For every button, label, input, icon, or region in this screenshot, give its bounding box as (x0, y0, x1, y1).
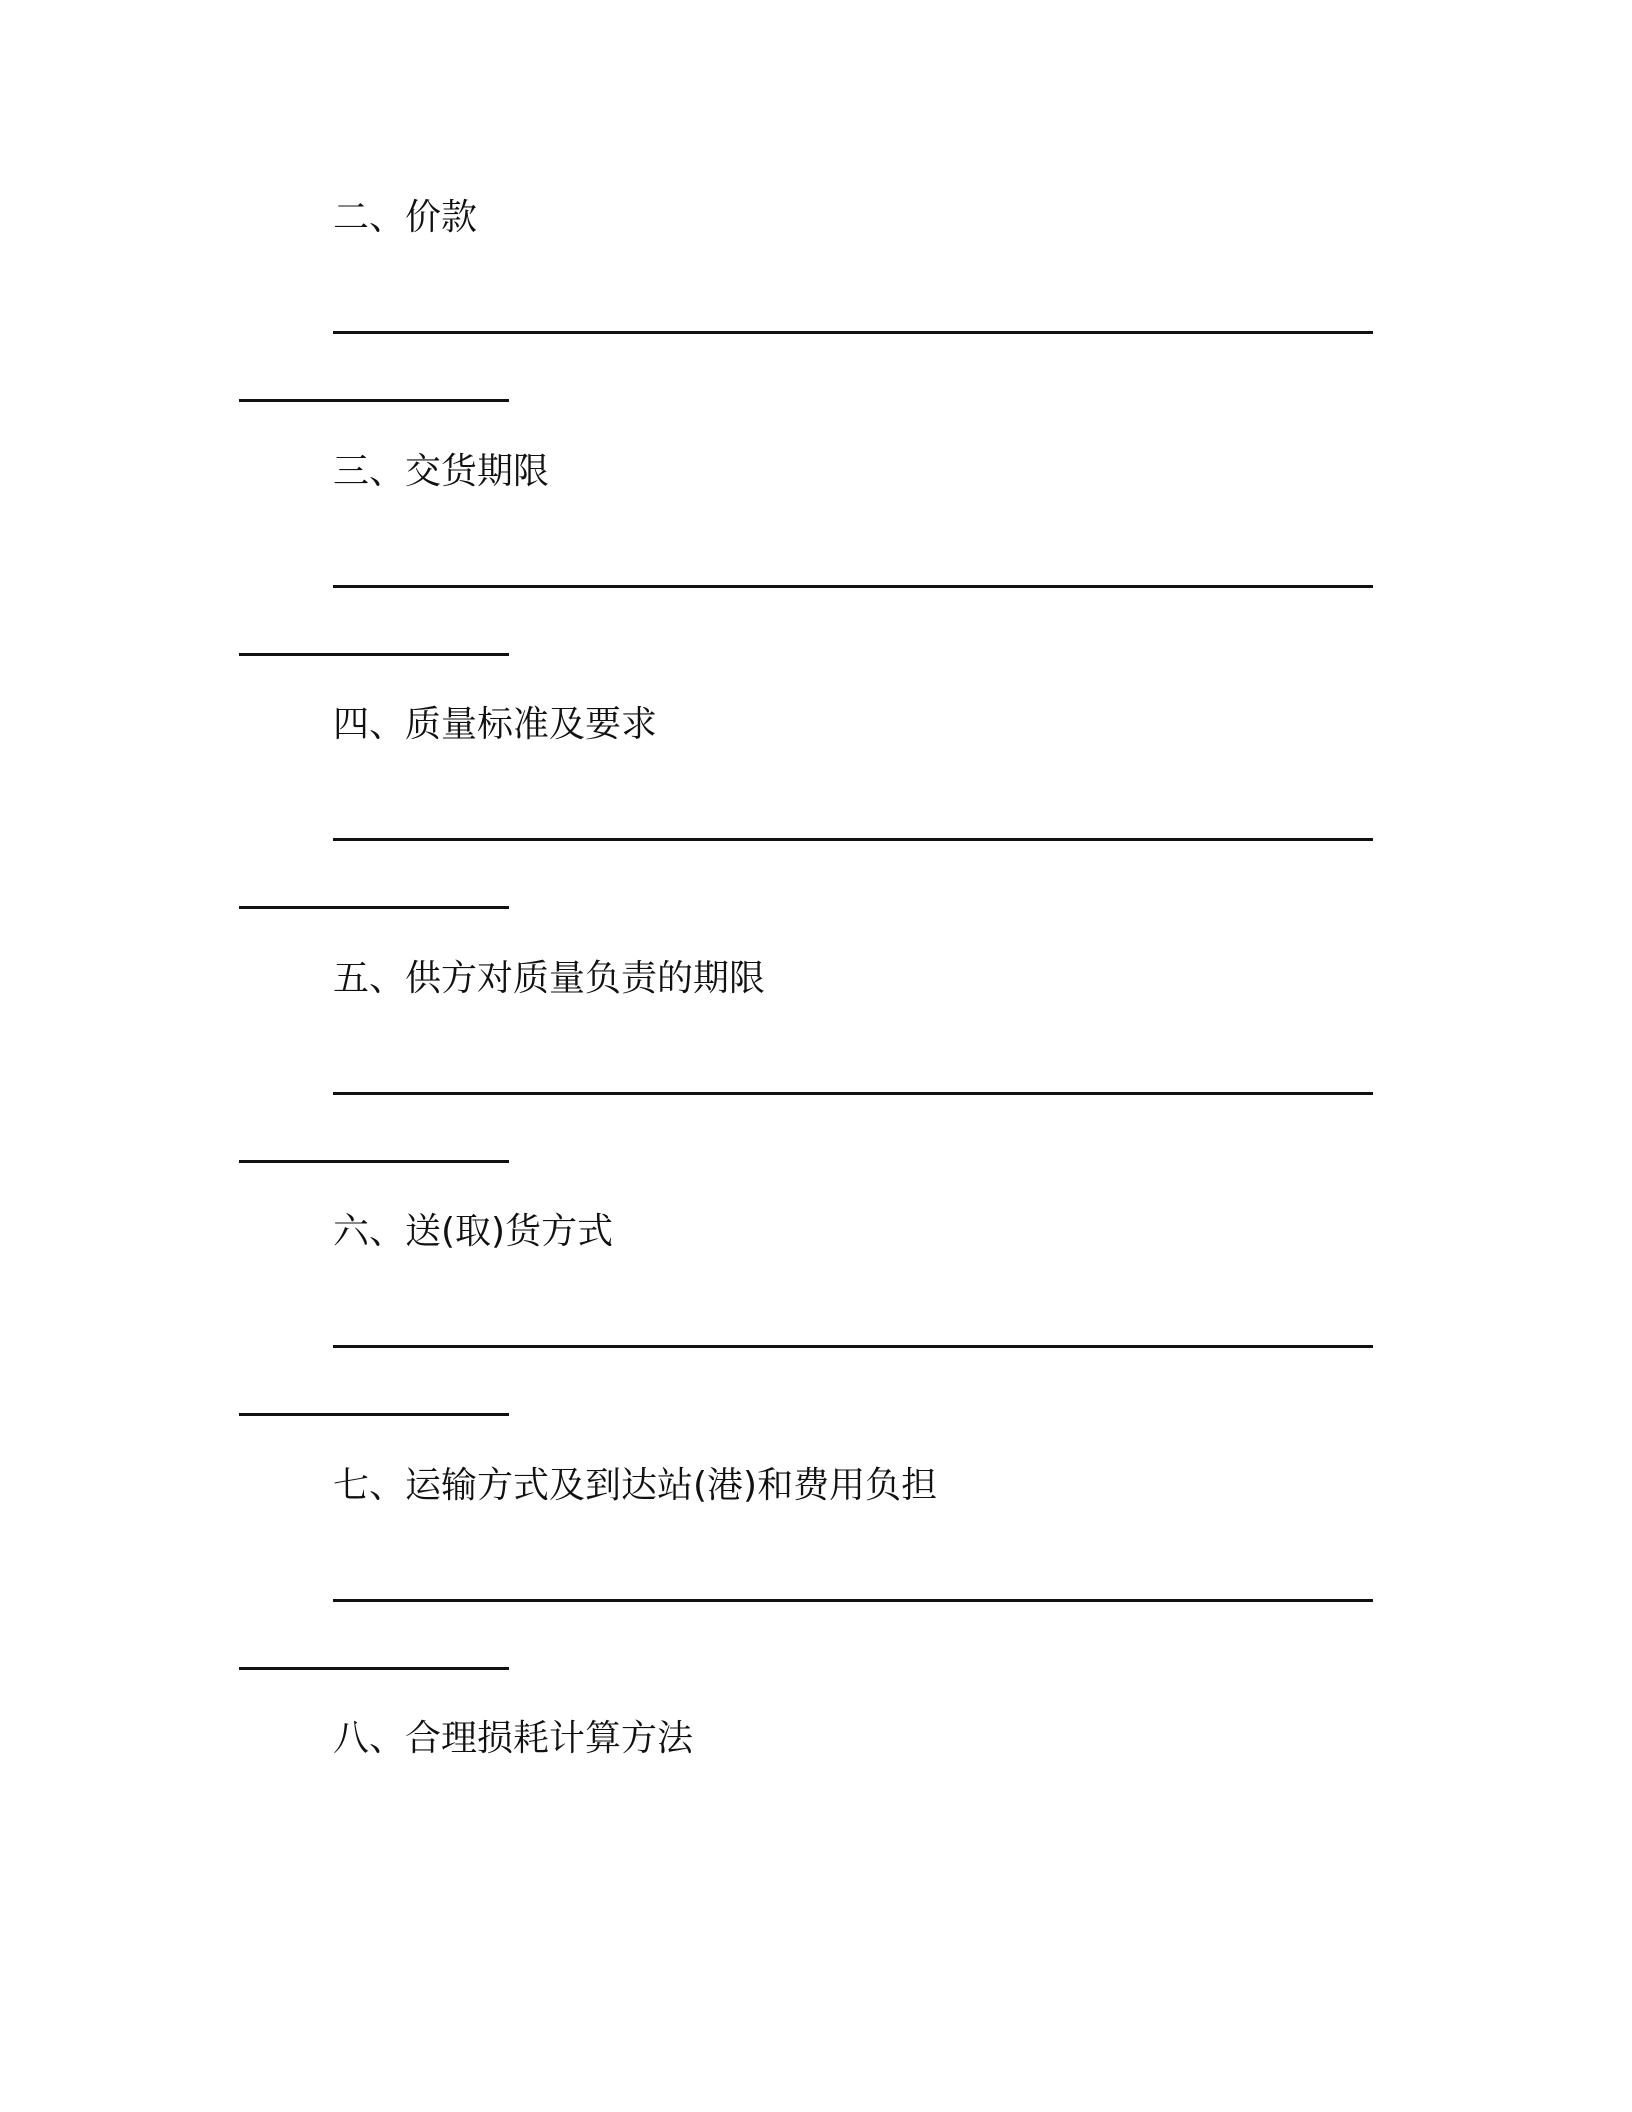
fill-in-line-continuation (239, 1667, 509, 1670)
section-heading-reasonable-loss-calculation: 八、合理损耗计算方法 (333, 1718, 694, 1759)
section-heading-price: 二、价款 (333, 197, 478, 238)
fill-in-line-continuation (239, 906, 509, 909)
section-heading-delivery-method: 六、送(取)货方式 (333, 1211, 614, 1252)
section-heading-quality-responsibility-period: 五、供方对质量负责的期限 (333, 958, 766, 999)
fill-in-line (333, 585, 1373, 588)
section-heading-quality-standards: 四、质量标准及要求 (333, 704, 658, 745)
fill-in-line-continuation (239, 1160, 509, 1163)
section-heading-transport-and-costs: 七、运输方式及到达站(港)和费用负担 (333, 1465, 938, 1506)
section-heading-delivery-period: 三、交货期限 (333, 451, 550, 492)
fill-in-line-continuation (239, 399, 509, 402)
fill-in-line (333, 1092, 1373, 1095)
fill-in-line (333, 1345, 1373, 1348)
fill-in-line (333, 1599, 1373, 1602)
fill-in-line-continuation (239, 1413, 509, 1416)
fill-in-line-continuation (239, 653, 509, 656)
fill-in-line (333, 331, 1373, 334)
fill-in-line (333, 838, 1373, 841)
